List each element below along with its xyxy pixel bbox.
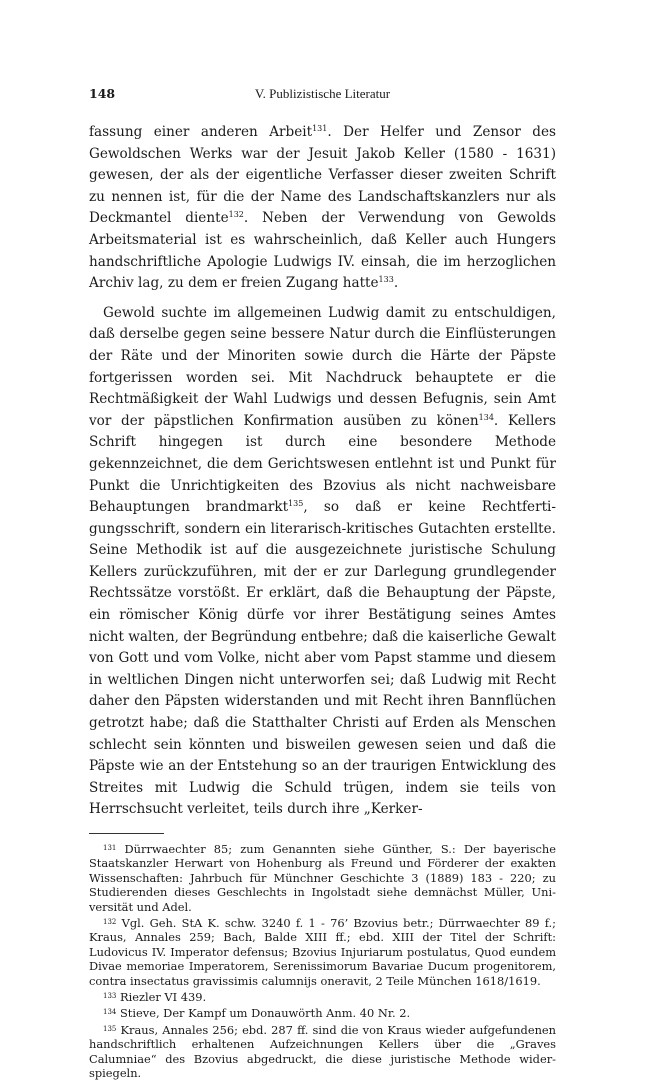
page-header: [89, 86, 556, 106]
footnote: [89, 1023, 556, 1081]
footnote-text: Vgl. Geh. StA K. schw. 3240 f. 1 - 76’ Bzovius betr.; Dürrwaechter 89 f.; Kraus, Annales 259; Bach, Balde XIII ff.; ebd. XIII der Titel der Schrift: Ludovicus IV. Imperator defensus; Bzovius Injuriarum postulatus, Quod eundem Divae memoriae Imperatorem, Serenissimorum Bavariae Ducum progenitorem, contra insectatus gravissimis calumnijs oneravit, 2 Teile München 1618/1619.: [89, 916, 556, 988]
footnotes: [89, 842, 556, 1081]
body-text: [89, 122, 556, 821]
footnote-text: Kraus, Annales 256; ebd. 287 ff. sind die von Kraus wieder aufgefundenen handschriftlich erhaltenen Aufzeichnungen Kellers über die „Graves Calumniae“ des Bzovius abgedruckt, die diese juristische Methode widerspiegeln.: [89, 1022, 556, 1081]
footnote-marker[interactable]: 132: [228, 210, 244, 220]
footnote-text: Dürrwaechter 85; zum Genannten siehe Günther, S.: Der bayerische Staatskanzler Herwart von Hohenburg als Freund und Förderer der exakten Wissenschaften: Jahrbuch für Münchner Geschichte 3 (1889) 183 - 220; zu Studierenden dieses Geschlechts in Ingolstadt siehe demnächst Müller, Universität und Adel.: [89, 842, 556, 914]
footnote-number: 131: [103, 844, 117, 852]
footnote: [89, 1006, 556, 1020]
text-segment: . Der Helfer und Zensor des Gewoldschen Werks war der Jesuit Jakob Keller (1580 - 1631) gewesen, der als der eigentliche Verfasser dieser zweiten Schrift zu nennen ist, für die der Name des Landschaftskanzlers nur als Deckmantel diente: [89, 124, 556, 227]
text-segment: . Neben der Verwendung von Gewolds Arbeitsmaterial ist es wahrscheinlich, daß Keller auch Hungers handschriftliche Apologie Ludwigs IV. einsah, die im herzoglichen Archiv lag, zu dem er freien Zugang hatte: [89, 210, 556, 292]
text-segment: . Kellers Schrift hingegen ist durch eine besondere Methode gekennzeichnet, die dem Gerichtswesen entlehnt ist und Punkt für Punkt die Unrichtigkeiten des Bzovius als nicht nachweisbare Behauptungen brandmarkt: [89, 412, 556, 516]
footnote-marker[interactable]: 131: [312, 124, 328, 133]
footnote-marker[interactable]: 133: [378, 275, 394, 285]
footnote-marker[interactable]: 135: [288, 499, 304, 509]
body-paragraph: [89, 303, 556, 821]
footnote: [89, 990, 556, 1004]
text-segment: fassung einer anderen Arbeit: [89, 124, 313, 140]
body-paragraph: [89, 122, 556, 295]
footnote-rule: [89, 833, 164, 834]
footnote-number: 133: [103, 992, 117, 1001]
footnote-number: 134: [103, 1008, 117, 1017]
text-segment: .: [393, 275, 399, 292]
footnote-text: Riezler VI 439.: [120, 990, 207, 1005]
footnote: [89, 916, 556, 988]
footnote-text: Stieve, Der Kampf um Donauwörth Anm. 40 Nr. 2.: [120, 1006, 411, 1021]
book-page: [89, 86, 556, 1083]
text-segment: , so daß er keine Rechtfertigungsschrift, sondern ein literarisch-kritisches Gutachten erstellte. Seine Methodik ist auf die ausgezeichnete juristische Schulung Kellers zurückzuführen, mit der er zur Darlegung grundlegender Rechtssätze vorstößt. Er erklärt, daß die Behauptung der Päpste, ein römischer König dürfe vor ihrer Bestätigung seines Amtes nicht walten, der Begründung entbehre; daß die kaiserliche Gewalt von Gott und vom Volke, nicht aber vom Papst stamme und diesem in weltlichen Dingen nicht unterworfen sei; daß Ludwig mit Recht daher den Päpsten widerstanden und mit Recht ihren Bannflüchen getrotzt habe; daß die Statthalter Christi auf Erden als Menschen schlecht sein könnten und bisweilen gewesen seien und daß die Päpste wie an der Entstehung so an der traurigen Entwicklung des Streites mit Ludwig die Schuld trügen, indem sie teils von Herrschsucht verleitet, teils durch ihre „Kerker-: [89, 499, 556, 818]
footnote-number: 135: [103, 1024, 117, 1033]
running-title: V. Publizistische Literatur: [254, 86, 391, 101]
page-number: 148: [89, 86, 116, 101]
text-segment: Gewold suchte im allgemeinen Ludwig damit zu entschuldigen, daß derselbe gegen seine bessere Natur durch die Einflüsterungen der Räte und der Minoriten sowie durch die Härte der Päpste fortgerissen worden sei. Mit Nachdruck behauptete er die Rechtmäßigkeit der Wahl Ludwigs und dessen Befugnis, sein Amt vor der päpstlichen Konfirmation ausüben zu könen: [89, 304, 556, 429]
footnote-number: 132: [103, 918, 117, 927]
footnote-marker[interactable]: 134: [478, 412, 494, 422]
footnote: [89, 842, 556, 914]
